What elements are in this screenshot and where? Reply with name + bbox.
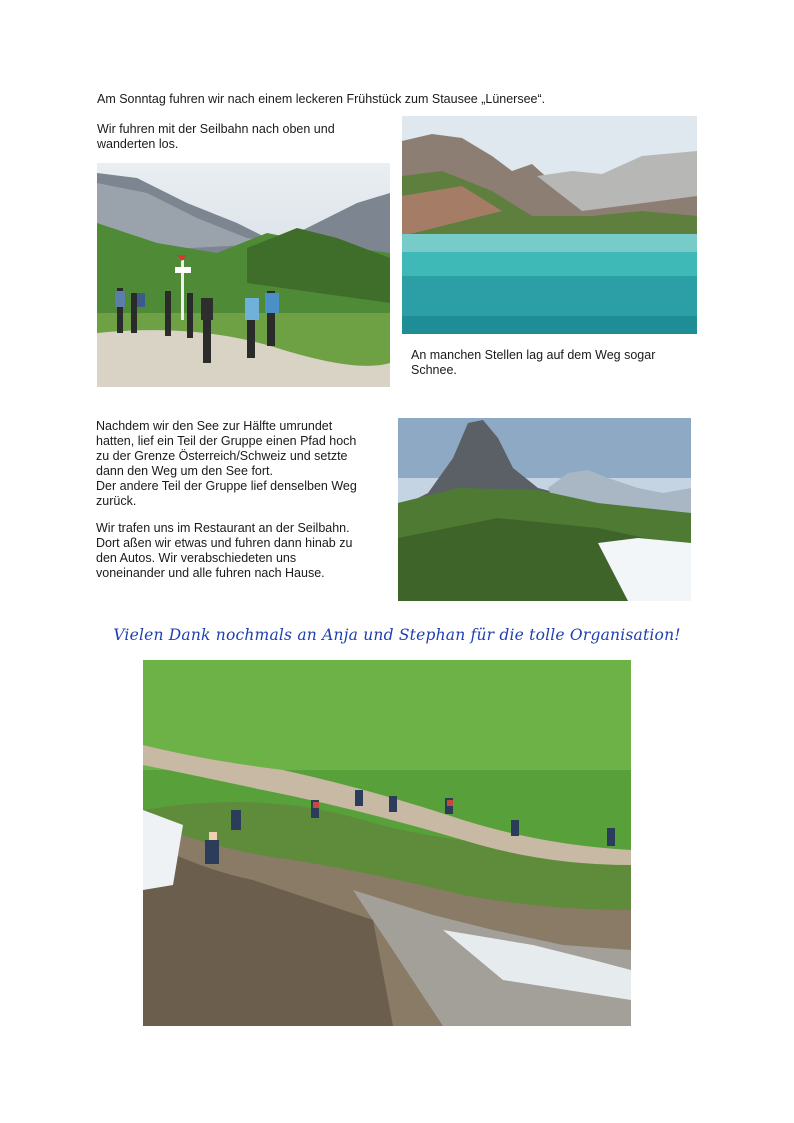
cable-car-text: Wir fuhren mit der Seilbahn nach oben und wanderten los.	[97, 122, 335, 151]
photo-turquoise-lake	[402, 116, 697, 334]
photo-hikers-trail	[143, 660, 631, 1026]
intro-text: Am Sonntag fuhren wir nach einem leckeren Frühstück zum Stausee „Lünersee“.	[97, 92, 546, 106]
photo-mountain-peak	[398, 418, 691, 601]
lake-round-text: Nachdem wir den See zur Hälfte umrundet hatten, lief ein Teil der Gruppe einen Pfad hoch zu der Grenze Österreich/Schweiz und setzte dann den Weg um den See fort. Der andere Teil der Gruppe lief denselben Weg zurück.	[96, 419, 357, 508]
thanks-message: Vielen Dank nochmals an Anja und Stephan für die tolle Organisation!	[113, 626, 681, 644]
restaurant-text: Wir trafen uns im Restaurant an der Seilbahn. Dort aßen wir etwas und fuhren dann hinab zu den Autos. Wir verabschiedeten uns voneinander und alle fuhren nach Hause.	[96, 521, 353, 580]
snow-text: An manchen Stellen lag auf dem Weg sogar Schnee.	[411, 348, 656, 377]
photo-group-hikers	[97, 163, 390, 387]
